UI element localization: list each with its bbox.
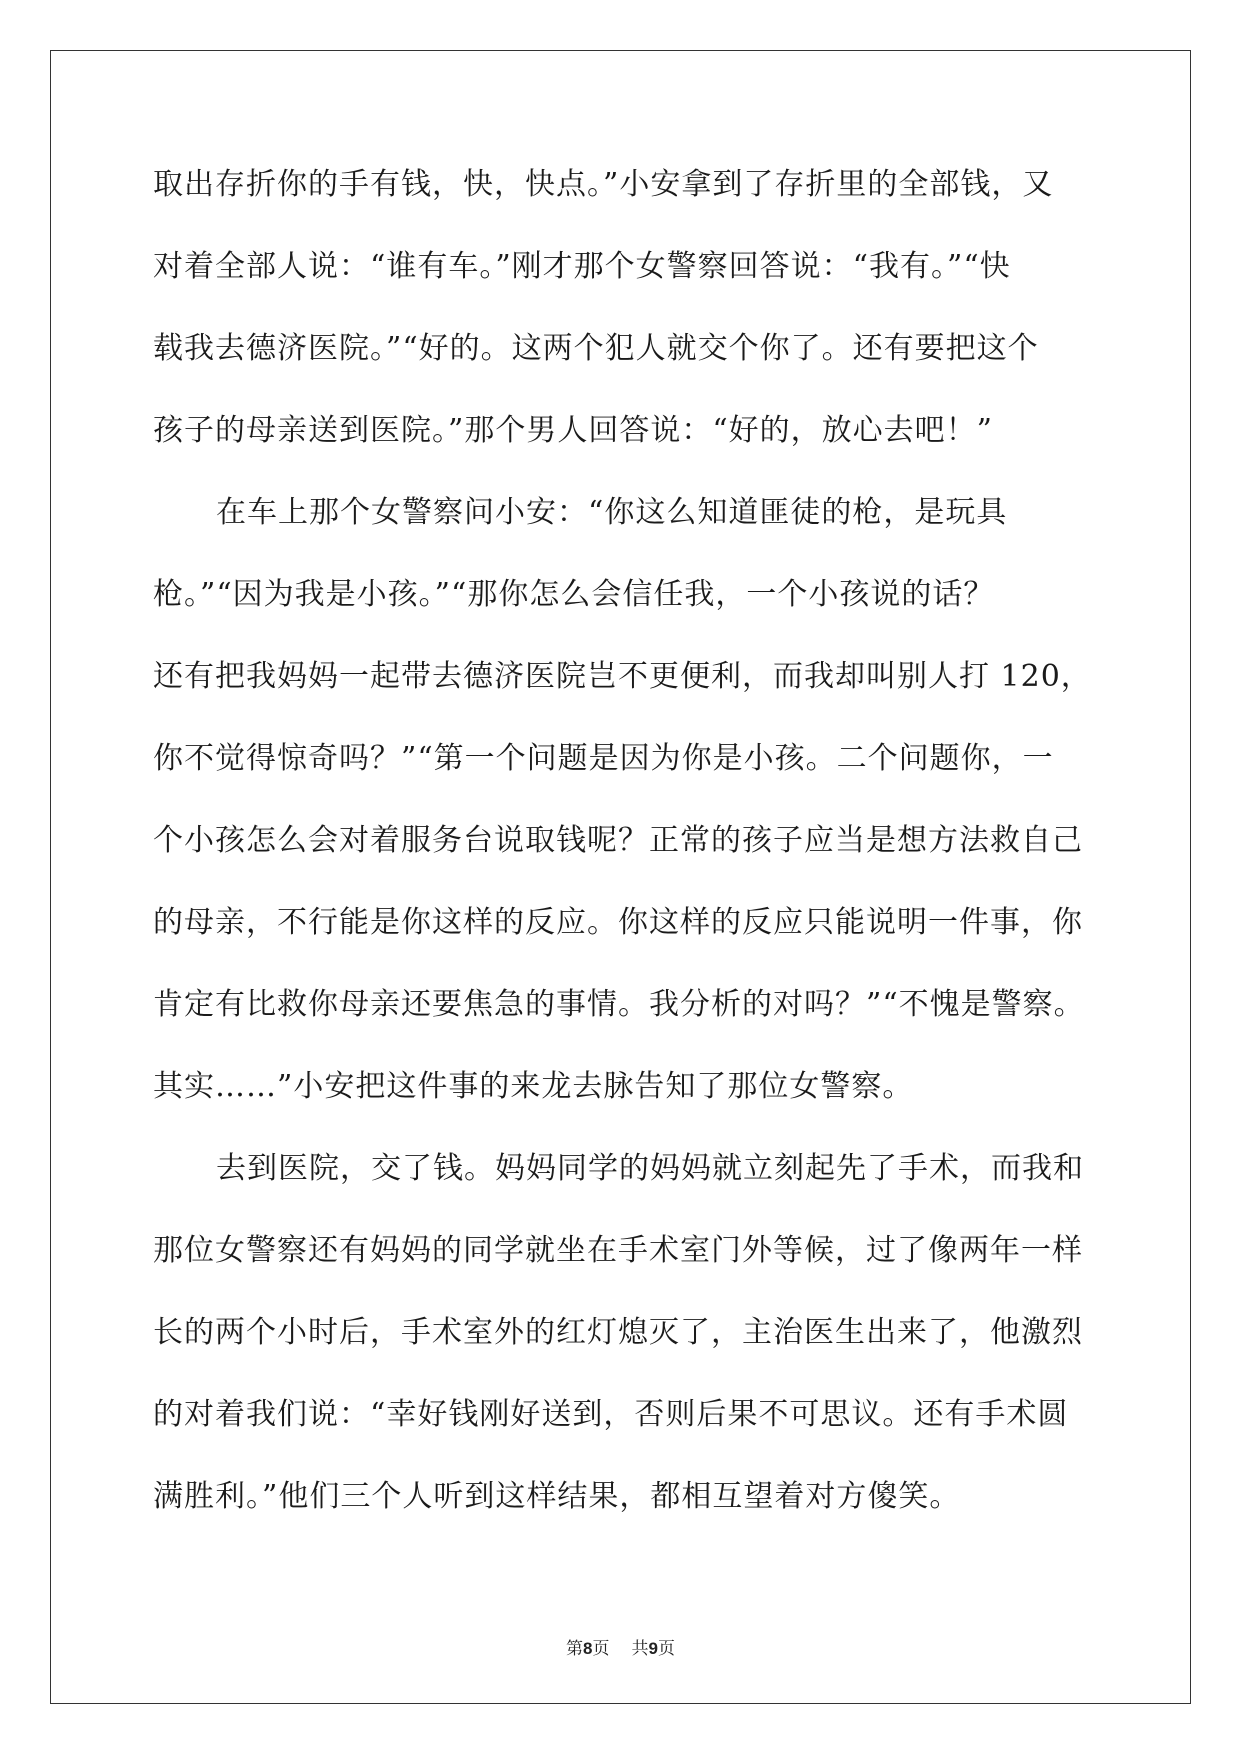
text-line: 长的两个小时后，手术室外的红灯熄灭了，主治医生出来了，他激烈 (153, 1315, 1083, 1350)
total-suffix: 页 (657, 1639, 675, 1659)
page-footer (0, 1634, 1241, 1659)
text-line: 的对着我们说：“幸好钱刚好送到，否则后果不可思议。还有手术圆 (153, 1397, 1069, 1432)
total-prefix: 共 (631, 1639, 649, 1659)
text-line: 孩子的母亲送到医院。”那个男人回答说：“好的，放心去吧！” (153, 413, 994, 448)
page-suffix: 页 (592, 1639, 610, 1659)
text-line: 个小孩怎么会对着服务台说取钱呢？正常的孩子应当是想方法救自己 (153, 823, 1083, 858)
total-pages: 9 (648, 1639, 658, 1658)
text-line: 取出存折你的手有钱，快，快点。”小安拿到了存折里的全部钱，又 (153, 167, 1054, 202)
text-line: 对着全部人说：“谁有车。”刚才那个女警察回答说：“我有。”“快 (153, 249, 1011, 284)
page-number: 8 (583, 1639, 593, 1658)
page-prefix: 第 (566, 1639, 584, 1659)
text-line: 在车上那个女警察问小安：“你这么知道匪徒的枪，是玩具 (216, 495, 1008, 530)
text-line: 的母亲，不行能是你这样的反应。你这样的反应只能说明一件事，你 (153, 905, 1083, 940)
text-line: 其实……”小安把这件事的来龙去脉告知了那位女警察。 (153, 1069, 914, 1104)
text-line: 枪。”“因为我是小孩。”“那你怎么会信任我，一个小孩说的话？ (153, 577, 995, 612)
text-line: 去到医院，交了钱。妈妈同学的妈妈就立刻起先了手术，而我和 (216, 1151, 1084, 1186)
text-line: 肯定有比救你母亲还要焦急的事情。我分析的对吗？”“不愧是警察。 (153, 987, 1085, 1022)
document-body (153, 155, 1092, 1549)
text-line: 还有把我妈妈一起带去德济医院岂不更便利，而我却叫别人打 120， (153, 659, 1092, 694)
text-line: 满胜利。”他们三个人听到这样结果，都相互望着对方傻笑。 (153, 1479, 961, 1514)
text-line: 那位女警察还有妈妈的同学就坐在手术室门外等候，过了像两年一样 (153, 1233, 1083, 1268)
text-line: 你不觉得惊奇吗？”“第一个问题是因为你是小孩。二个问题你，一 (153, 741, 1054, 776)
text-line: 载我去德济医院。”“好的。这两个犯人就交个你了。还有要把这个 (153, 331, 1039, 366)
